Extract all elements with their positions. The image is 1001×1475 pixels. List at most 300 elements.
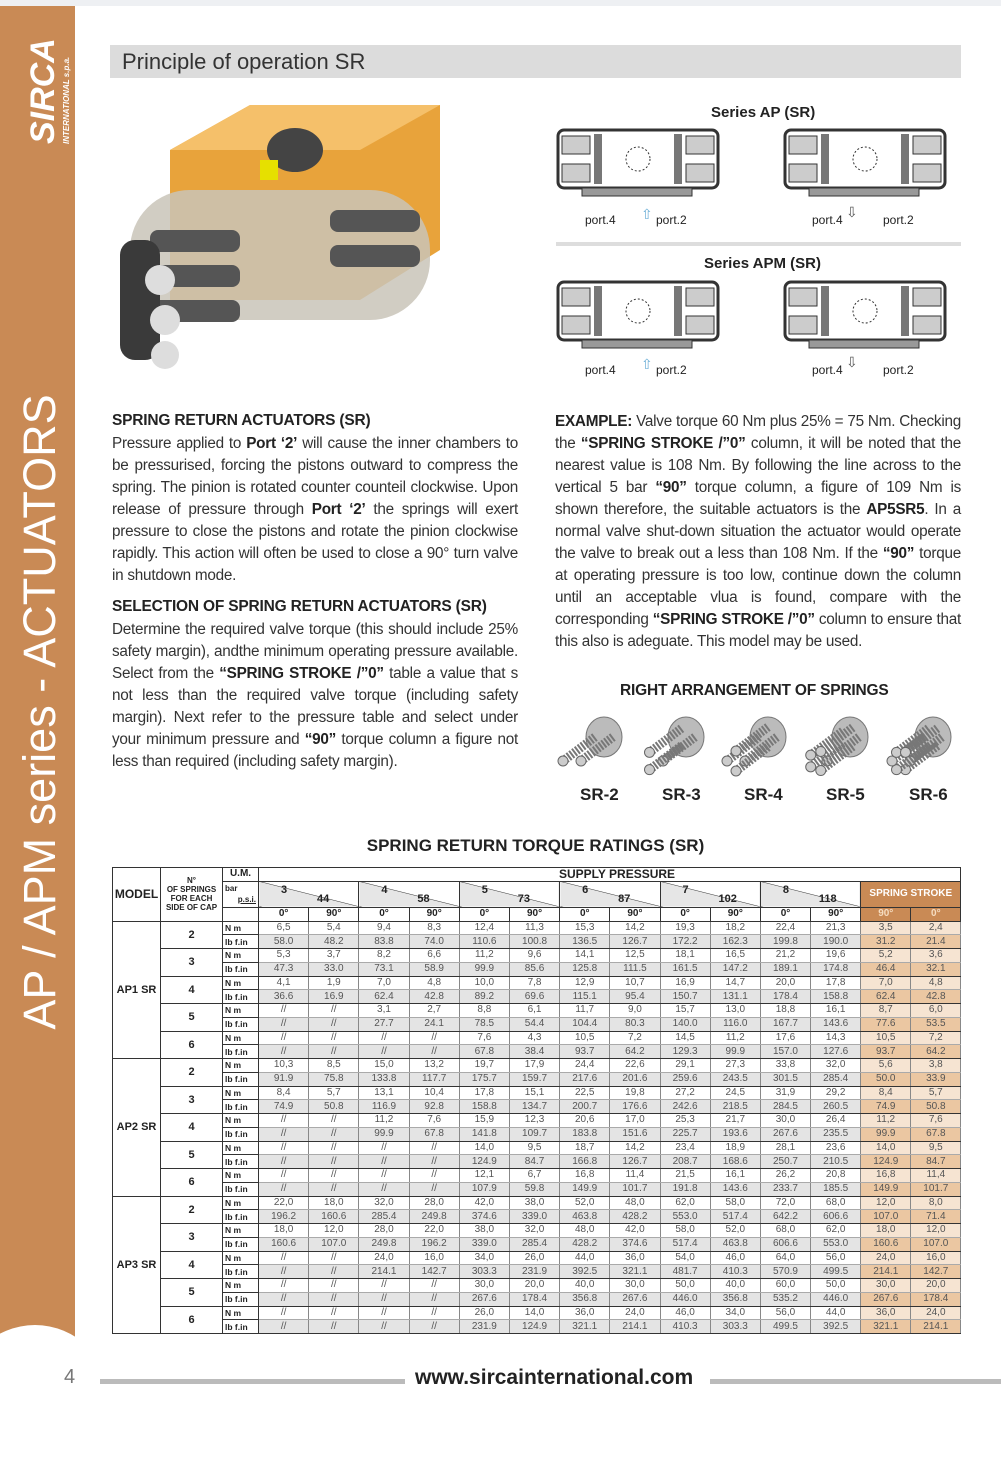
table-row	[113, 1169, 961, 1183]
torque-value: 67.8	[459, 1045, 509, 1059]
torque-value: 149.9	[560, 1182, 610, 1196]
torque-value: //	[259, 1265, 309, 1279]
emphasis-text: “SPRING STROKE /”0”	[219, 665, 384, 682]
torque-value: 133.8	[359, 1072, 409, 1086]
torque-value: 1,9	[309, 976, 359, 990]
torque-value: 14,1	[560, 949, 610, 963]
torque-value: 72,0	[760, 1196, 810, 1210]
torque-value: 642.2	[760, 1210, 810, 1224]
port2-label: port.2	[656, 363, 687, 377]
torque-value: 23,4	[660, 1141, 710, 1155]
torque-value: 6,5	[259, 921, 309, 935]
torque-value: //	[409, 1045, 459, 1059]
header-stroke-angle: 90°	[861, 907, 911, 921]
torque-value: 17,8	[811, 976, 861, 990]
header-angle: 90°	[610, 907, 660, 921]
torque-value: //	[259, 1045, 309, 1059]
torque-value: 18,1	[660, 949, 710, 963]
torque-value: 69.6	[509, 990, 559, 1004]
spring-stroke-value: 99.9	[861, 1127, 911, 1141]
torque-value: 58.0	[259, 935, 309, 949]
spring-stroke-value: 267.6	[861, 1292, 911, 1306]
torque-value: //	[359, 1031, 409, 1045]
spring-stroke-value: 7,0	[861, 976, 911, 990]
torque-value: //	[409, 1306, 459, 1320]
torque-value: 56,0	[760, 1306, 810, 1320]
header-angle: 90°	[409, 907, 459, 921]
torque-value: 12,9	[560, 976, 610, 990]
torque-value: 267.6	[459, 1292, 509, 1306]
unit-label: N m	[223, 1031, 259, 1045]
torque-value: 4,1	[259, 976, 309, 990]
torque-value: 267.6	[760, 1127, 810, 1141]
torque-value: 199.8	[760, 935, 810, 949]
torque-value: 141.8	[459, 1127, 509, 1141]
torque-value: 19,8	[610, 1086, 660, 1100]
unit-label: lb f.in	[223, 990, 259, 1004]
torque-value: //	[359, 1155, 409, 1169]
torque-value: 22,0	[409, 1224, 459, 1238]
torque-value: 14,0	[459, 1141, 509, 1155]
torque-value: 58,0	[660, 1224, 710, 1238]
torque-value: 48,0	[610, 1196, 660, 1210]
table-row	[113, 1306, 961, 1320]
diagram-apm-pressurised	[556, 280, 736, 350]
spring-stroke-value: 21.4	[911, 935, 961, 949]
port4-label: port.4	[812, 213, 843, 227]
torque-value: 40,0	[560, 1279, 610, 1293]
torque-value: 9,0	[610, 1004, 660, 1018]
emphasis-text: Port ‘2’	[246, 435, 298, 452]
header-blank	[223, 907, 259, 921]
spring-stroke-value: 321.1	[861, 1320, 911, 1334]
text-run: will cause the inner chambers to be pressurised, forcing the pistons outward to compress the spring. The pinion is rotated counter counteil clockwise. Upon release of pressure through	[112, 435, 519, 518]
torque-value: //	[259, 1251, 309, 1265]
table-row	[113, 1127, 961, 1141]
pressure-psi: 73	[517, 892, 530, 905]
torque-value: 167.7	[760, 1017, 810, 1031]
arrow-down-icon: ⇩	[846, 204, 858, 220]
torque-value: 26,0	[509, 1251, 559, 1265]
torque-value: 78.5	[459, 1017, 509, 1031]
torque-value: 28,0	[359, 1224, 409, 1238]
diagram-ap-exhaust	[783, 128, 963, 198]
torque-value: 15,0	[359, 1059, 409, 1073]
torque-value: 143.6	[710, 1182, 760, 1196]
torque-value: 18,9	[710, 1141, 760, 1155]
table-row	[113, 1086, 961, 1100]
torque-value: 126.7	[610, 1155, 660, 1169]
torque-value: 126.7	[610, 935, 660, 949]
torque-value: 48.2	[309, 935, 359, 949]
spring-stroke-value: 3,5	[861, 921, 911, 935]
torque-value: 30,0	[610, 1279, 660, 1293]
torque-value: 535.2	[760, 1292, 810, 1306]
torque-value: 23,6	[811, 1141, 861, 1155]
unit-label: N m	[223, 1086, 259, 1100]
torque-value: 36,0	[610, 1251, 660, 1265]
header-bar: bar	[225, 883, 238, 893]
arrow-up-icon: ⇧	[641, 206, 653, 222]
torque-value: 147.2	[710, 962, 760, 976]
page-number-circle	[0, 1325, 110, 1475]
torque-value: 242.6	[660, 1100, 710, 1114]
text-run: . In a normal valve shut-down situation the actuator would operate the valve to break out a less than 108 Nm. If the	[555, 501, 961, 562]
spring-stroke-value: 124.9	[861, 1155, 911, 1169]
torque-value: 22,4	[760, 921, 810, 935]
torque-value: 15,3	[560, 921, 610, 935]
torque-value: 10,5	[560, 1031, 610, 1045]
heading-selection: SELECTION OF SPRING RETURN ACTUATORS (SR)	[112, 598, 487, 615]
torque-value: 83.8	[359, 935, 409, 949]
unit-label: lb f.in	[223, 1045, 259, 1059]
torque-value: 200.7	[560, 1100, 610, 1114]
torque-value: 75.8	[309, 1072, 359, 1086]
torque-value: //	[309, 1031, 359, 1045]
torque-value: //	[409, 1155, 459, 1169]
torque-value: 235.5	[811, 1127, 861, 1141]
torque-value: 20,0	[509, 1279, 559, 1293]
torque-value: 20,8	[811, 1169, 861, 1183]
header-springs	[161, 868, 223, 922]
torque-value: 11,4	[610, 1169, 660, 1183]
spring-stroke-value: 16,0	[911, 1251, 961, 1265]
svg-text:SIRCA: SIRCA	[24, 38, 62, 144]
spring-stroke-value: 160.6	[861, 1237, 911, 1251]
torque-value: 151.6	[610, 1127, 660, 1141]
torque-value: 40,0	[710, 1279, 760, 1293]
series-apm-title: Series APM (SR)	[704, 255, 821, 272]
torque-value: 4,8	[409, 976, 459, 990]
pressure-bar: 8	[782, 883, 789, 896]
torque-value: 285.4	[509, 1237, 559, 1251]
spring-stroke-value: 33.9	[911, 1072, 961, 1086]
torque-value: 7,8	[509, 976, 559, 990]
torque-value: 127.6	[811, 1045, 861, 1059]
unit-label: N m	[223, 949, 259, 963]
header-angle: 90°	[509, 907, 559, 921]
pressure-psi: 44	[317, 892, 330, 905]
spring-stroke-value: 30,0	[861, 1279, 911, 1293]
torque-value: 158.8	[459, 1100, 509, 1114]
torque-value: 208.7	[660, 1155, 710, 1169]
unit-label: N m	[223, 1004, 259, 1018]
spring-stroke-value: 5,6	[861, 1059, 911, 1073]
torque-value: //	[309, 1045, 359, 1059]
torque-value: 185.5	[811, 1182, 861, 1196]
torque-value: //	[259, 1114, 309, 1128]
header-angle: 0°	[760, 907, 810, 921]
spring-stroke-value: 7,6	[911, 1114, 961, 1128]
torque-value: 26,0	[459, 1306, 509, 1320]
torque-value: 162.3	[710, 935, 760, 949]
torque-value: 18,0	[309, 1196, 359, 1210]
torque-value: 10,7	[610, 976, 660, 990]
torque-value: 18,2	[710, 921, 760, 935]
torque-value: 84.7	[509, 1155, 559, 1169]
torque-value: 7,6	[459, 1031, 509, 1045]
table-row	[113, 1196, 961, 1210]
torque-value: 158.8	[811, 990, 861, 1004]
torque-value: 22,0	[259, 1196, 309, 1210]
torque-value: 64.2	[610, 1045, 660, 1059]
footer-line	[100, 1379, 405, 1384]
torque-value: 570.9	[760, 1265, 810, 1279]
torque-value: 36,0	[560, 1306, 610, 1320]
spring-stroke-value: 10,5	[861, 1031, 911, 1045]
header-um: U.M.	[223, 868, 259, 882]
torque-value: 19,6	[811, 949, 861, 963]
spring-stroke-value: 8,7	[861, 1004, 911, 1018]
torque-value: 214.1	[359, 1265, 409, 1279]
torque-value: 16,9	[660, 976, 710, 990]
unit-label: N m	[223, 1196, 259, 1210]
torque-value: 38,0	[509, 1196, 559, 1210]
page-number: 4	[64, 1366, 76, 1388]
torque-value: 374.6	[459, 1210, 509, 1224]
torque-value: 58,0	[710, 1196, 760, 1210]
arrow-down-icon: ⇩	[846, 354, 858, 370]
torque-value: //	[259, 1031, 309, 1045]
torque-value: 46,0	[660, 1306, 710, 1320]
pressure-bar: 3	[281, 883, 288, 896]
torque-value: 9,5	[509, 1141, 559, 1155]
torque-value: //	[309, 1141, 359, 1155]
torque-value: 29,1	[660, 1059, 710, 1073]
spring-stroke-value: 5,7	[911, 1086, 961, 1100]
torque-value: //	[309, 1004, 359, 1018]
spring-stroke-value: 77.6	[861, 1017, 911, 1031]
torque-value: 249.8	[359, 1237, 409, 1251]
torque-value: 143.6	[811, 1017, 861, 1031]
torque-value: 11,3	[509, 921, 559, 935]
torque-value: 15,7	[660, 1004, 710, 1018]
text-run: Valve torque 60 Nm plus 25% = 75 Nm. Checking the	[555, 413, 961, 452]
unit-label: lb f.in	[223, 1265, 259, 1279]
torque-value: 60,0	[760, 1279, 810, 1293]
torque-value: 16,1	[710, 1169, 760, 1183]
torque-value: 14,5	[660, 1031, 710, 1045]
torque-value: //	[259, 1127, 309, 1141]
torque-value: 321.1	[560, 1320, 610, 1334]
torque-value: //	[259, 1320, 309, 1334]
table-row	[113, 1182, 961, 1196]
torque-value: //	[259, 1141, 309, 1155]
emphasis-text: “90”	[655, 479, 687, 496]
heading-spring-return: SPRING RETURN ACTUATORS (SR)	[112, 412, 371, 429]
torque-value: 134.7	[509, 1100, 559, 1114]
pressure-psi: 87	[618, 892, 631, 905]
torque-value: //	[259, 1292, 309, 1306]
torque-value: //	[309, 1279, 359, 1293]
torque-value: //	[359, 1045, 409, 1059]
torque-value: 56,0	[811, 1251, 861, 1265]
spring-stroke-value: 8,4	[861, 1086, 911, 1100]
torque-value: 44,0	[811, 1306, 861, 1320]
emphasis-text: “SPRING STROKE /”0”	[652, 611, 815, 628]
torque-value: 27,2	[660, 1086, 710, 1100]
torque-value: 62,0	[660, 1196, 710, 1210]
spring-arrangement-sr-2-icon	[556, 712, 626, 782]
table-row	[113, 1072, 961, 1086]
spring-count: 4	[161, 1251, 223, 1279]
spring-stroke-value: 71.4	[911, 1210, 961, 1224]
spring-stroke-value: 42.8	[911, 990, 961, 1004]
torque-value: 517.4	[710, 1210, 760, 1224]
torque-value: 8,8	[459, 1004, 509, 1018]
torque-value: 74.0	[409, 935, 459, 949]
torque-value: 5,7	[309, 1086, 359, 1100]
torque-value: 19,3	[660, 921, 710, 935]
torque-value: 178.4	[509, 1292, 559, 1306]
spring-stroke-value: 50.8	[911, 1100, 961, 1114]
torque-value: 284.5	[760, 1100, 810, 1114]
spring-stroke-value: 46.4	[861, 962, 911, 976]
torque-value: 9,4	[359, 921, 409, 935]
unit-label: lb f.in	[223, 935, 259, 949]
header-angle: 90°	[309, 907, 359, 921]
diagram-apm-exhaust	[783, 280, 963, 350]
torque-value: 267.6	[610, 1292, 660, 1306]
torque-value: 12,1	[459, 1169, 509, 1183]
spring-count: 3	[161, 949, 223, 977]
torque-value: 463.8	[710, 1237, 760, 1251]
spring-arrangement-sr-4-icon	[720, 712, 790, 782]
header-supply-pressure: SUPPLY PRESSURE	[259, 868, 961, 882]
torque-value: 16,5	[710, 949, 760, 963]
torque-value: 285.4	[359, 1210, 409, 1224]
torque-value: 25,3	[660, 1114, 710, 1128]
torque-value: 107.0	[309, 1237, 359, 1251]
torque-value: 16,1	[811, 1004, 861, 1018]
torque-value: //	[409, 1169, 459, 1183]
torque-value: 225.7	[660, 1127, 710, 1141]
torque-value: 168.6	[710, 1155, 760, 1169]
torque-value: 172.2	[660, 935, 710, 949]
torque-value: 166.8	[560, 1155, 610, 1169]
spring-stroke-value: 3,6	[911, 949, 961, 963]
torque-value: //	[309, 1251, 359, 1265]
torque-value: 191.8	[660, 1182, 710, 1196]
header-pressure	[660, 881, 760, 907]
pressure-psi: 118	[818, 892, 837, 905]
text-run: the springs will exert pressure to close the pistons and rotate the pinion clockwise rapidly. This action will often be used to close a 90° turn valve in shutdown mode.	[112, 501, 518, 584]
torque-value: 46,0	[710, 1251, 760, 1265]
torque-value: 12,5	[610, 949, 660, 963]
spring-stroke-value: 14,0	[861, 1141, 911, 1155]
paragraph-spring-return	[112, 433, 518, 587]
torque-value: 16,0	[409, 1251, 459, 1265]
torque-value: 16,8	[560, 1169, 610, 1183]
spring-stroke-value: 178.4	[911, 1292, 961, 1306]
spring-label: SR-4	[744, 785, 783, 804]
torque-value: 131.1	[710, 990, 760, 1004]
spring-count: 5	[161, 1141, 223, 1169]
torque-value: //	[359, 1141, 409, 1155]
torque-value: 11,2	[459, 949, 509, 963]
torque-value: 606.6	[811, 1210, 861, 1224]
header-spring-stroke: SPRING STROKE	[861, 881, 961, 907]
torque-value: 339.0	[509, 1210, 559, 1224]
table-row	[113, 1320, 961, 1334]
spring-stroke-value: 6,0	[911, 1004, 961, 1018]
spring-count: 5	[161, 1004, 223, 1032]
spring-stroke-value: 93.7	[861, 1045, 911, 1059]
spring-stroke-value: 74.9	[861, 1100, 911, 1114]
series-ap-title: Series AP (SR)	[711, 104, 816, 121]
svg-text:INTERNATIONAL s.p.a.: INTERNATIONAL s.p.a.	[62, 56, 71, 144]
spring-arrangement-sr-3-icon	[638, 712, 708, 782]
header-angle: 90°	[710, 907, 760, 921]
spring-stroke-value: 12,0	[911, 1224, 961, 1238]
torque-value: 218.5	[710, 1100, 760, 1114]
torque-value: 392.5	[560, 1265, 610, 1279]
top-border	[0, 0, 1001, 6]
torque-value: 124.9	[509, 1320, 559, 1334]
torque-value: 499.5	[811, 1265, 861, 1279]
torque-value: 18,7	[560, 1141, 610, 1155]
sidebar-title: AP / APM series - ACTUATORS	[14, 394, 65, 1030]
paragraph-selection	[112, 619, 518, 773]
unit-label: N m	[223, 1169, 259, 1183]
pressure-bar: 4	[381, 883, 388, 896]
table-row	[113, 1292, 961, 1306]
port4-label: port.4	[585, 363, 616, 377]
torque-value: 24.1	[409, 1017, 459, 1031]
torque-value: 201.6	[610, 1072, 660, 1086]
spring-stroke-value: 2,4	[911, 921, 961, 935]
spring-count: 4	[161, 1114, 223, 1142]
torque-value: 21,2	[760, 949, 810, 963]
unit-label: lb f.in	[223, 1100, 259, 1114]
torque-value: 13,0	[710, 1004, 760, 1018]
torque-value: 190.0	[811, 935, 861, 949]
torque-value: 85.6	[509, 962, 559, 976]
text-run: table a value that s not less than the required valve torque (including safety margin). Next refer to the pressure table and select under your minimum pressure and	[112, 665, 519, 748]
torque-value: 142.7	[409, 1265, 459, 1279]
torque-value: 6,1	[509, 1004, 559, 1018]
table-row	[113, 976, 961, 990]
port4-label: port.4	[585, 213, 616, 227]
torque-value: 68,0	[811, 1196, 861, 1210]
torque-value: 54.4	[509, 1017, 559, 1031]
spring-stroke-value: 9,5	[911, 1141, 961, 1155]
torque-value: 95.4	[610, 990, 660, 1004]
torque-value: 58.9	[409, 962, 459, 976]
torque-value: 34,0	[459, 1251, 509, 1265]
torque-value: //	[309, 1127, 359, 1141]
spring-count: 6	[161, 1169, 223, 1197]
torque-value: 30,0	[459, 1279, 509, 1293]
torque-value: 13,1	[359, 1086, 409, 1100]
torque-value: 339.0	[459, 1237, 509, 1251]
text-run: torque column a figure not less than required (including safety margin).	[112, 731, 518, 770]
torque-value: 481.7	[660, 1265, 710, 1279]
torque-value: 38,0	[459, 1224, 509, 1238]
torque-value: 62,0	[811, 1224, 861, 1238]
header-pressure	[560, 881, 660, 907]
torque-value: 14,3	[811, 1031, 861, 1045]
torque-value: 129.3	[660, 1045, 710, 1059]
torque-value: 17,9	[509, 1059, 559, 1073]
torque-value: 7,2	[610, 1031, 660, 1045]
torque-value: 52,0	[710, 1224, 760, 1238]
spring-stroke-value: 149.9	[861, 1182, 911, 1196]
unit-label: N m	[223, 1224, 259, 1238]
torque-value: //	[259, 1017, 309, 1031]
website-link[interactable]: www.sircainternational.com	[415, 1366, 694, 1389]
torque-value: 32,0	[811, 1059, 861, 1073]
